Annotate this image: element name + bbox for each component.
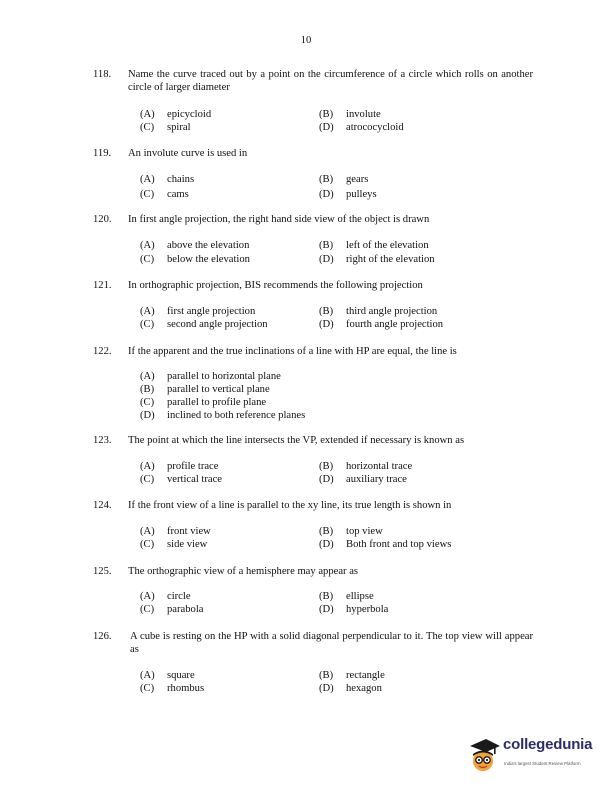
question-text: In orthographic projection, BIS recommends the following projection xyxy=(128,280,423,291)
question-number: 125. xyxy=(93,566,112,577)
option-d: (D) fourth angle projection xyxy=(319,319,444,330)
option-b: (B) rectangle xyxy=(319,670,385,681)
question-number: 120. xyxy=(93,214,112,225)
option-d: (D) auxiliary trace xyxy=(319,474,407,485)
option-c: (C) vertical trace xyxy=(140,474,222,485)
question-122 xyxy=(93,345,533,358)
question-number: 122. xyxy=(93,346,112,357)
option-a: (A) chains xyxy=(140,174,195,185)
option-a: (A) epicycloid xyxy=(140,109,212,120)
options-123 xyxy=(140,460,500,486)
question-text: In first angle projection, the right hand side view of the object is drawn xyxy=(128,214,430,225)
option-a: (A) profile trace xyxy=(140,461,219,472)
question-120 xyxy=(93,213,533,226)
options-118 xyxy=(140,108,500,134)
options-122 xyxy=(140,370,500,422)
option-b: (B) top view xyxy=(319,526,383,537)
option-a: (A) first angle projection xyxy=(140,306,256,317)
question-number: 118. xyxy=(93,69,112,80)
option-d: (D) pulleys xyxy=(319,189,377,200)
question-number: 121. xyxy=(93,280,112,291)
collegedunia-logo xyxy=(466,736,606,776)
option-d: (D) hyperbola xyxy=(319,604,389,615)
question-text: An involute curve is used in xyxy=(128,148,248,159)
question-123 xyxy=(93,434,533,447)
graduate-cap-face-icon xyxy=(466,736,502,776)
option-c: (C) cams xyxy=(140,189,189,200)
option-d: (D) Both front and top views xyxy=(319,539,452,550)
option-c: (C) spiral xyxy=(140,122,191,133)
option-d: (D) inclined to both reference planes xyxy=(140,410,306,421)
logo-tagline: India's largest Student Review Platform xyxy=(504,761,581,766)
options-119 xyxy=(140,173,500,201)
options-124 xyxy=(140,525,500,551)
options-121 xyxy=(140,305,500,331)
question-121 xyxy=(93,279,533,292)
option-b: (B) involute xyxy=(319,109,381,120)
options-126 xyxy=(140,669,500,695)
option-d: (D) hexagon xyxy=(319,683,382,694)
options-120 xyxy=(140,239,500,266)
option-d: (D) atrococycloid xyxy=(319,122,404,133)
question-text: If the front view of a line is parallel to the xy line, its true length is shown in xyxy=(128,500,452,511)
question-text: If the apparent and the true inclinations of a line with HP are equal, the line is xyxy=(128,346,457,357)
page-number: 10 xyxy=(300,35,312,46)
option-b: (B) gears xyxy=(319,174,369,185)
question-number: 123. xyxy=(93,435,112,446)
question-text: The point at which the line intersects the VP, extended if necessary is known as xyxy=(128,435,465,446)
option-a: (A) circle xyxy=(140,591,191,602)
option-c: (C) parabola xyxy=(140,604,204,615)
option-d: (D) right of the elevation xyxy=(319,254,435,265)
option-a: (A) front view xyxy=(140,526,211,537)
option-a: (A) parallel to horizontal plane xyxy=(140,371,281,382)
question-text: A cube is resting on the HP with a solid diagonal perpendicular to it. The top view will appear as xyxy=(130,631,533,655)
question-text: Name the curve traced out by a point on the circumference of a circle which rolls on another circle of larger diameter xyxy=(128,69,533,93)
option-c: (C) parallel to profile plane xyxy=(140,397,267,408)
question-number: 126. xyxy=(93,631,112,642)
question-118 xyxy=(93,68,533,94)
question-125 xyxy=(93,565,533,578)
question-number: 119. xyxy=(93,148,112,159)
option-c: (C) below the elevation xyxy=(140,254,250,265)
options-125 xyxy=(140,590,500,616)
logo-wordmark: collegedunia xyxy=(503,736,593,753)
option-b: (B) left of the elevation xyxy=(319,240,429,251)
option-b: (B) ellipse xyxy=(319,591,374,602)
option-b: (B) parallel to vertical plane xyxy=(140,384,270,395)
question-119 xyxy=(93,147,533,160)
option-b: (B) horizontal trace xyxy=(319,461,413,472)
option-a: (A) square xyxy=(140,670,195,681)
option-b: (B) third angle projection xyxy=(319,306,438,317)
question-text: The orthographic view of a hemisphere may appear as xyxy=(128,566,359,577)
question-124 xyxy=(93,499,533,512)
question-126 xyxy=(93,630,533,656)
option-a: (A) above the elevation xyxy=(140,240,250,251)
option-c: (C) rhombus xyxy=(140,683,205,694)
question-number: 124. xyxy=(93,500,112,511)
option-c: (C) side view xyxy=(140,539,208,550)
option-c: (C) second angle projection xyxy=(140,319,268,330)
